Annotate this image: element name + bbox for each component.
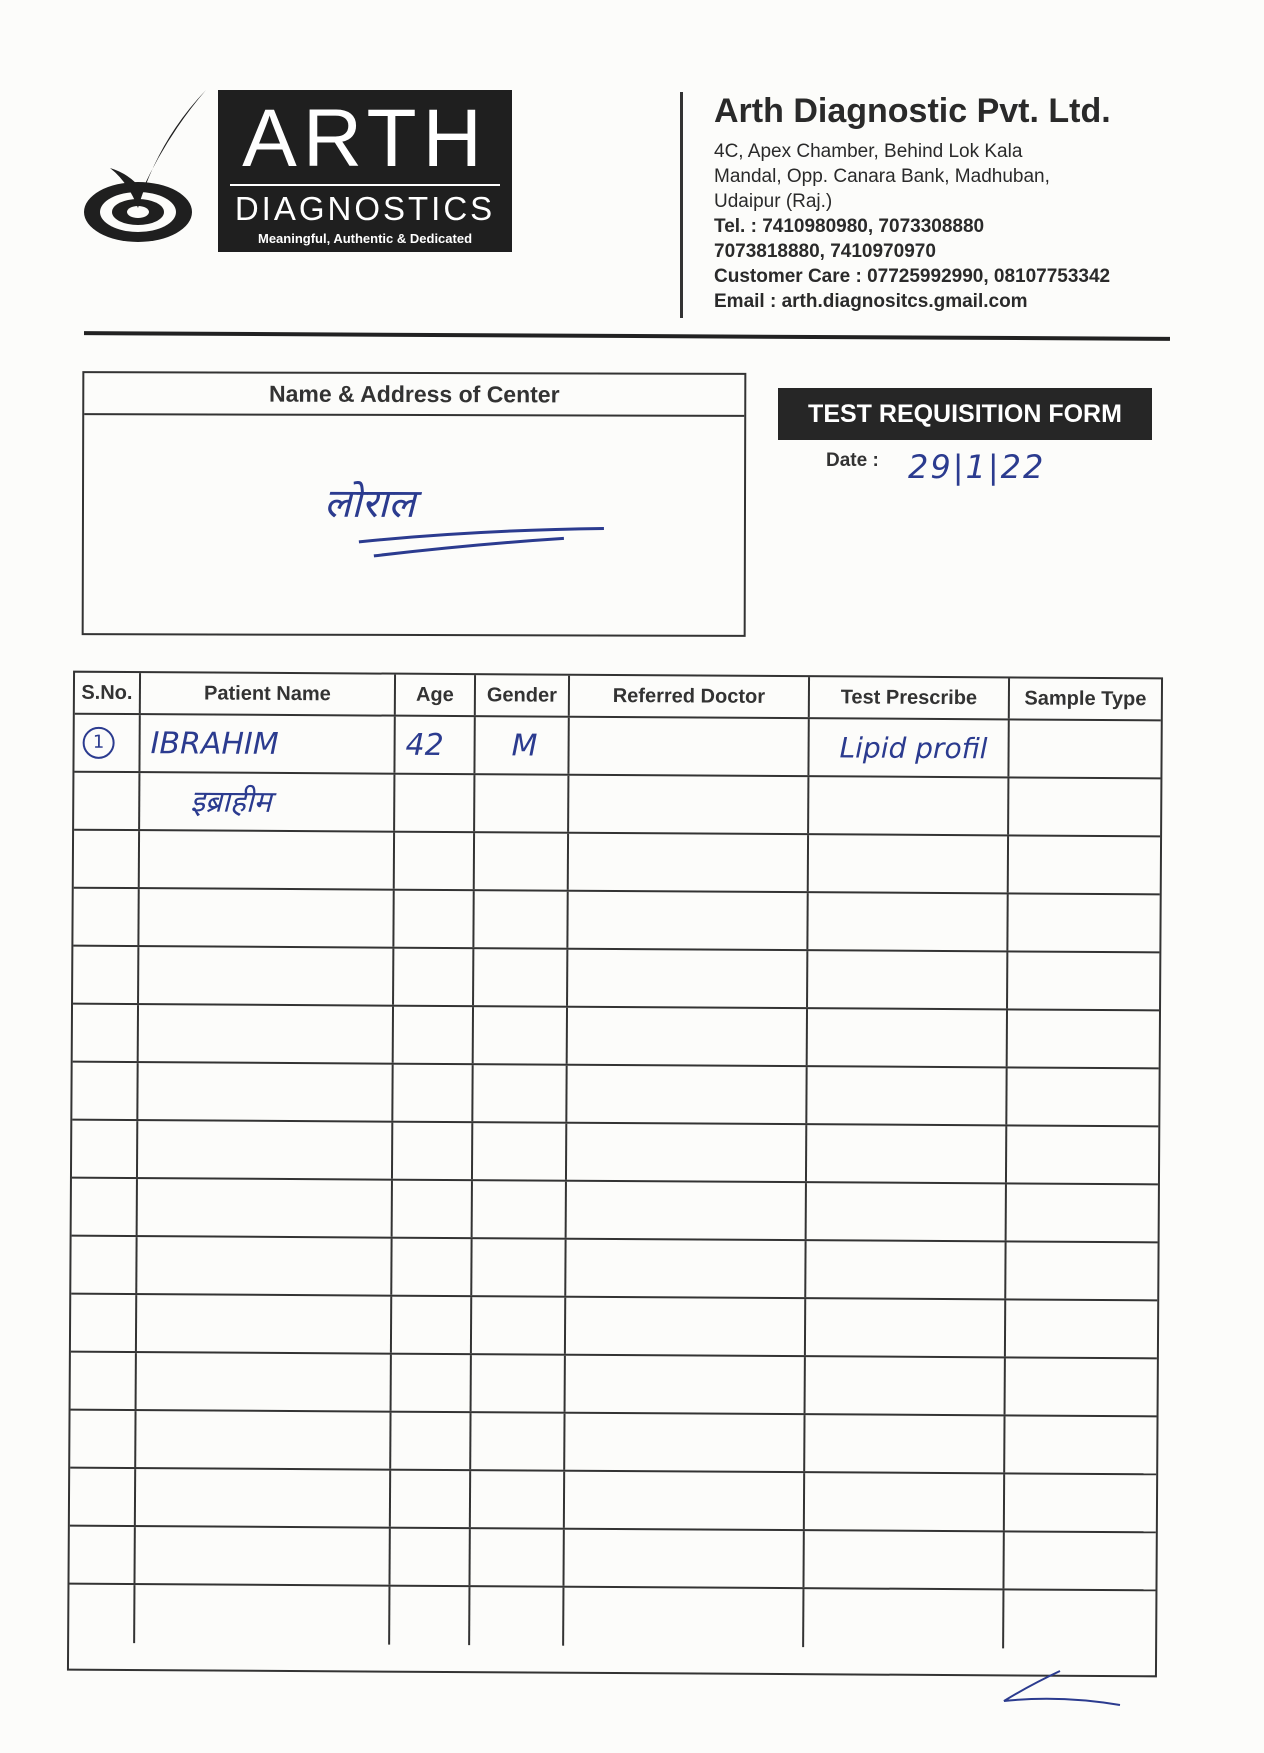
table-row <box>72 1121 1158 1186</box>
cell-test-prescribe <box>809 835 1009 892</box>
company-address-2: Mandal, Opp. Canara Bank, Madhuban, <box>714 166 1050 187</box>
cell-sno <box>72 1179 138 1235</box>
company-name: Arth Diagnostic Pvt. Ltd. <box>714 92 1111 130</box>
table-row <box>71 1237 1157 1302</box>
table-row <box>74 831 1160 896</box>
cell-sample-type <box>1006 1358 1157 1415</box>
cell-referred-doctor <box>569 776 809 833</box>
cell-sno <box>69 1527 135 1583</box>
cell-test-prescribe <box>809 719 1009 776</box>
company-info <box>714 92 1234 314</box>
cell-sno <box>72 1063 138 1119</box>
cell-age <box>390 1587 470 1645</box>
cell-test-prescribe <box>808 1009 1008 1066</box>
patient-table <box>67 671 1163 1678</box>
cell-patient-name <box>136 1411 391 1469</box>
cell-referred-doctor <box>569 718 809 775</box>
cell-sno <box>70 1469 136 1525</box>
age-value: 42 <box>405 727 444 763</box>
header-patient-name: Patient Name <box>141 673 396 715</box>
sno-value: 1 <box>83 727 115 759</box>
cell-test-prescribe <box>806 1299 1006 1356</box>
cell-age <box>394 1007 474 1063</box>
logo-target-icon <box>80 90 210 260</box>
cell-sample-type <box>1009 778 1160 835</box>
table-row <box>72 1063 1158 1128</box>
cell-referred-doctor <box>568 892 808 949</box>
center-value: लोराल <box>323 480 416 528</box>
cell-sno <box>70 1411 136 1467</box>
table-row <box>73 947 1159 1012</box>
cell-sno <box>72 1121 138 1177</box>
table-row <box>72 1179 1158 1244</box>
center-heading: Name & Address of Center <box>84 373 744 417</box>
cell-gender <box>473 1181 567 1238</box>
cell-sample-type <box>1006 1300 1157 1357</box>
cell-gender <box>472 1239 566 1296</box>
cell-age <box>393 1181 473 1237</box>
table-row <box>73 1005 1159 1070</box>
cell-sample-type <box>1008 894 1159 951</box>
cell-age <box>392 1239 472 1295</box>
cell-patient-name <box>139 889 394 947</box>
sample-value <box>1010 720 1161 721</box>
cell-referred-doctor <box>568 1008 808 1065</box>
table-row <box>71 1353 1157 1418</box>
cell-gender <box>474 1007 568 1064</box>
cell-test-prescribe <box>804 1531 1004 1588</box>
cell-age <box>393 1123 473 1179</box>
cell-sno <box>71 1295 137 1351</box>
cell-test-prescribe <box>807 1183 1007 1240</box>
cell-referred-doctor <box>566 1298 806 1355</box>
table-row <box>71 1295 1157 1360</box>
cell-sample-type <box>1007 1068 1158 1125</box>
cell-patient-name <box>139 947 394 1005</box>
cell-patient-name <box>135 1585 390 1645</box>
table-row <box>70 1411 1156 1476</box>
logo-divider <box>230 184 500 186</box>
company-address-1: 4C, Apex Chamber, Behind Lok Kala <box>714 141 1023 162</box>
handwritten-mark <box>1000 1665 1130 1715</box>
form-title: TEST REQUISITION FORM <box>778 388 1152 440</box>
cell-referred-doctor <box>566 1240 806 1297</box>
cell-sno <box>71 1237 137 1293</box>
cell-test-prescribe <box>804 1589 1004 1648</box>
header-rule <box>84 331 1170 341</box>
cell-age <box>395 775 475 831</box>
cell-patient-name <box>139 1005 394 1063</box>
cell-patient-name <box>140 715 395 773</box>
cell-age <box>394 949 474 1005</box>
cell-referred-doctor <box>568 950 808 1007</box>
header-sno: S.No. <box>75 673 141 713</box>
cell-test-prescribe <box>808 951 1008 1008</box>
cell-sample-type <box>1009 720 1160 777</box>
cell-patient-name <box>138 1063 393 1121</box>
cell-test-prescribe <box>806 1241 1006 1298</box>
cell-sno <box>74 715 140 771</box>
cell-sample-type <box>1006 1242 1157 1299</box>
cell-referred-doctor <box>569 834 809 891</box>
cell-age <box>391 1413 471 1469</box>
logo <box>218 90 512 252</box>
cell-age <box>390 1529 470 1585</box>
table-row <box>74 773 1160 838</box>
cell-test-prescribe <box>806 1357 1006 1414</box>
header-divider <box>680 92 683 318</box>
cell-referred-doctor <box>567 1066 807 1123</box>
cell-age <box>395 717 475 773</box>
cell-gender <box>473 1123 567 1180</box>
company-address-3: Udaipur (Raj.) <box>714 191 833 212</box>
cell-test-prescribe <box>805 1473 1005 1530</box>
cell-gender <box>470 1587 564 1646</box>
cell-sno <box>74 773 140 829</box>
cell-sno <box>73 889 139 945</box>
cell-referred-doctor <box>565 1472 805 1529</box>
cell-sample-type <box>1009 836 1160 893</box>
cell-patient-name <box>135 1527 390 1585</box>
cell-gender <box>475 833 569 890</box>
cell-sample-type <box>1008 952 1159 1009</box>
cell-patient-name <box>137 1295 392 1353</box>
cell-gender <box>471 1413 565 1470</box>
logo-brand: ARTH <box>242 93 488 184</box>
table-row <box>69 1527 1155 1592</box>
patient-name-hindi-value: इब्राहीम <box>190 784 272 820</box>
cell-age <box>394 891 474 947</box>
cell-sample-type <box>1004 1532 1155 1589</box>
table-row <box>74 715 1160 780</box>
cell-gender <box>472 1297 566 1354</box>
cell-gender <box>474 949 568 1006</box>
cell-age <box>391 1471 471 1527</box>
cell-patient-name <box>140 773 395 831</box>
table-row <box>73 889 1159 954</box>
cell-referred-doctor <box>564 1530 804 1587</box>
cell-test-prescribe <box>807 1067 1007 1124</box>
date-value: 29|1|22 <box>908 448 1046 486</box>
patient-name-value: IBRAHIM <box>150 726 279 762</box>
company-care: Customer Care : 07725992990, 08107753342 <box>714 266 1111 287</box>
cell-referred-doctor <box>567 1182 807 1239</box>
table-row <box>69 1585 1155 1650</box>
cell-gender <box>474 891 568 948</box>
logo-sub: DIAGNOSTICS <box>234 190 496 227</box>
cell-sample-type <box>1005 1474 1156 1531</box>
header-test-prescribe: Test Prescribe <box>810 677 1010 718</box>
cell-test-prescribe <box>808 893 1008 950</box>
cell-referred-doctor <box>566 1356 806 1413</box>
cell-age <box>392 1297 472 1353</box>
cell-patient-name <box>137 1353 392 1411</box>
date-label: Date : <box>826 450 879 471</box>
cell-sno <box>71 1353 137 1409</box>
header-age: Age <box>396 675 476 715</box>
company-tel-1: Tel. : 7410980980, 7073308880 <box>714 216 985 237</box>
cell-age <box>392 1355 472 1411</box>
cell-gender <box>473 1065 567 1122</box>
cell-gender <box>475 717 569 774</box>
cell-sno <box>74 831 140 887</box>
cell-patient-name <box>138 1121 393 1179</box>
cell-gender <box>475 775 569 832</box>
handwritten-underline <box>354 522 614 563</box>
cell-patient-name <box>136 1469 391 1527</box>
cell-age <box>395 833 475 889</box>
cell-gender <box>470 1529 564 1586</box>
cell-age <box>393 1065 473 1121</box>
cell-patient-name <box>140 831 395 889</box>
cell-test-prescribe <box>809 777 1009 834</box>
header-referred-doctor: Referred Doctor <box>570 676 810 717</box>
cell-patient-name <box>138 1179 393 1237</box>
gender-value: M <box>511 728 538 764</box>
cell-patient-name <box>137 1237 392 1295</box>
company-email: Email : arth.diagnositcs.gmail.com <box>714 291 1028 312</box>
header-sample-type: Sample Type <box>1024 687 1147 711</box>
cell-sno <box>73 1005 139 1061</box>
cell-referred-doctor <box>564 1588 804 1647</box>
header-gender: Gender <box>476 675 570 716</box>
cell-referred-doctor <box>567 1124 807 1181</box>
cell-sample-type <box>1007 1184 1158 1241</box>
center-box <box>82 371 747 637</box>
cell-sample-type <box>1004 1590 1155 1649</box>
cell-referred-doctor <box>565 1414 805 1471</box>
cell-gender <box>472 1355 566 1412</box>
cell-test-prescribe <box>807 1125 1007 1182</box>
cell-sno <box>73 947 139 1003</box>
cell-sample-type <box>1005 1416 1156 1473</box>
logo-tagline: Meaningful, Authentic & Dedicated <box>257 231 473 246</box>
cell-sample-type <box>1007 1126 1158 1183</box>
cell-gender <box>471 1471 565 1528</box>
test-value: Lipid profil <box>839 731 988 766</box>
table-header-row <box>75 673 1161 722</box>
cell-sample-type <box>1008 1010 1159 1067</box>
cell-sno <box>69 1585 135 1643</box>
cell-test-prescribe <box>805 1415 1005 1472</box>
company-tel-2: 7073818880, 7410970970 <box>714 241 936 262</box>
table-row <box>70 1469 1156 1534</box>
